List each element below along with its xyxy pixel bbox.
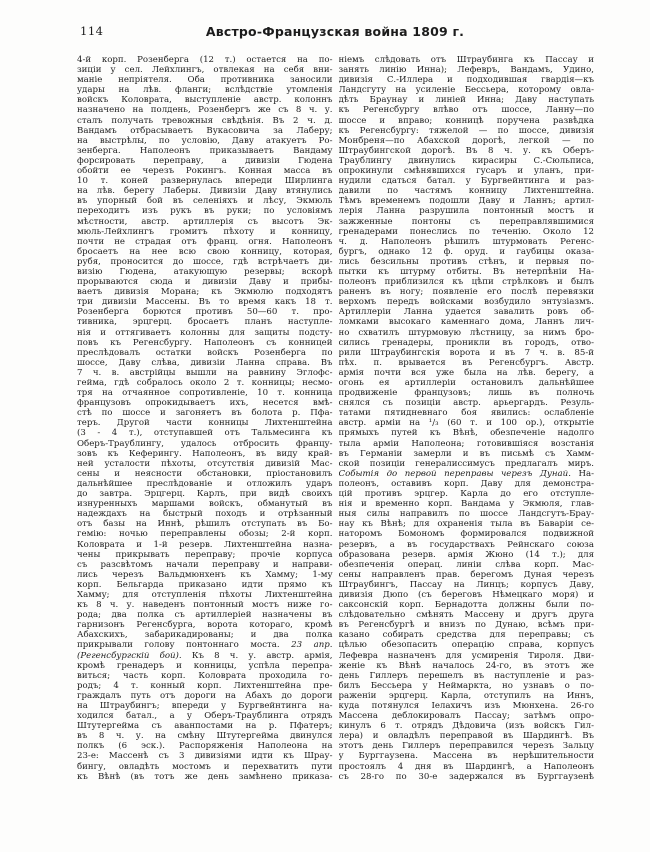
- text-line: дивизія Дюпо (съ береговъ Нѣмецкаго моря) и: [338, 589, 594, 600]
- text-line: тря на отчаянное сопротивленіе, 10 т. конница: [77, 388, 333, 399]
- text-line: верхомъ передъ войсками возбудило энтузіазмъ.: [338, 297, 594, 308]
- text-line: зовъ къ Кеферингу. Наполеонъ, въ виду край-: [77, 448, 333, 459]
- text-line: съ разсвѣтомъ начали переправу и направи-: [77, 559, 333, 570]
- text-line: ломками высокаго каменнаго дома, Ланнъ лич-: [338, 317, 594, 328]
- text-line: билъ Бессьера у Неймаркта, но узнавъ о по-: [338, 680, 594, 691]
- text-line: (Регенсбургскій бой). Къ 8 ч. у. австр. армія,: [77, 650, 333, 661]
- text-line: бургъ, однако 12 ф. оруд. и гаубицы оказа-: [338, 246, 594, 257]
- text-line: полеонъ, оставивъ корп. Даву для демонстра-: [338, 478, 594, 489]
- text-line: австр. арміи на ¹/₃ (60 т. и 100 ор.), открытіе: [338, 418, 594, 429]
- text-line: этотъ день Гиллеръ переправился черезъ Зальцу: [338, 741, 594, 752]
- text-line: къ Регенсбургу влѣво отъ шоссе, Ланну—по: [338, 105, 594, 116]
- text-line: сталъ получать тревожныя свѣдѣнія. Въ 2 ч. д.: [77, 115, 333, 126]
- text-line: Штраубингъ, Пассау на Линцъ; корпусъ Даву,: [338, 579, 594, 590]
- text-line: обойти ее черезъ Рокингъ. Конная масса въ: [77, 166, 333, 177]
- text-line: рили Штраубингскія ворота и въ 7 ч. в. 85-й: [338, 347, 594, 358]
- text-line: рода; два полка съ артиллеріей назначены въ: [77, 610, 333, 621]
- text-line: форсировать переправу, а дивизіи Гюдена: [77, 155, 333, 166]
- text-line: ней усталости пѣхоты, отсутствія дивизій Мас-: [77, 458, 333, 469]
- text-line: дивизія С.-Иллера и подходившая гвардія—къ: [338, 75, 594, 86]
- page-number: 114: [80, 24, 104, 38]
- text-line: (3 - 4 т.), отступавшей отъ Тальмесинга къ: [77, 428, 333, 439]
- text-line: сены и неясности обстановки, пріостановилъ: [77, 468, 333, 479]
- text-line: зенберга. Наполеонъ приказываетъ Вандаму: [77, 145, 333, 156]
- text-line: огонь ея артиллеріи остановилъ дальнѣйшее: [338, 378, 594, 388]
- text-line: бингу, овладѣть мостомъ и перехватить пути: [77, 761, 333, 772]
- text-line: назначено на полдень, Розенбергъ же съ 8 ч. у.: [77, 105, 333, 116]
- text-line: мюль-Лейхлингъ громитъ пѣхоту и конницу,: [77, 226, 333, 237]
- text-line: нія и оттягиваетъ колонны для защиты подсту-: [77, 327, 333, 338]
- page-header-title: Австро-Французская война 1809 г.: [205, 24, 465, 39]
- text-line: граждалъ путь отъ дороги на Абахъ до дороги: [77, 690, 333, 701]
- text-line: Коловрата и 1-й резерв. Лихтенштейна назна-: [77, 539, 333, 550]
- text-line: прорываются сюда и дивизіи Даву и прибы-: [77, 277, 333, 288]
- text-line: цій противъ эрцгер. Карла до его отступле-: [338, 489, 594, 500]
- text-line: до завтра. Эрцгерц. Карлъ, при видѣ своихъ: [77, 489, 333, 500]
- text-line: слѣдовательно смѣнять Массену и другъ друга: [338, 610, 594, 621]
- text-line: шоссе, Даву слѣва, дивизіи Ланна справа. Въ: [77, 357, 333, 368]
- text-line: кромѣ гренадеръ и конницы, успѣла перепра-: [77, 660, 333, 671]
- text-line: тыла арміи Наполеона; готовившіяся возстанія: [338, 438, 594, 449]
- text-line: мѣстности, австр. артиллерія съ высотъ Эк-: [77, 216, 333, 227]
- text-column-right: [339, 55, 595, 782]
- text-line: въ Регенсбургѣ и внизъ по Дунаю, всѣмъ при-: [338, 620, 594, 631]
- text-line: сены направленъ прав. берегомъ Дуная черезъ: [338, 569, 594, 580]
- text-line: къ 8 ч. у. наведенъ понтонный мостъ ниже го-: [77, 600, 333, 611]
- text-line: изнуренныхъ маршами войскъ, обманутый въ: [77, 499, 333, 510]
- text-line: пѣх. п. врывается въ Регенсбургъ. Австр.: [338, 357, 594, 368]
- text-line: дальнѣйшее преслѣдованіе и отложилъ ударъ: [77, 478, 333, 489]
- text-line: на выстрѣлы, по условію, Даву атакуетъ Ро-: [77, 135, 333, 146]
- text-line: но схватилъ штурмовую лѣстницу, за нимъ бро-: [338, 327, 594, 338]
- text-line: лись черезъ Вальдмюнхенъ къ Хамму; 1-му: [77, 569, 333, 580]
- text-line: татами пятидневнаго боя явились: ослабленіе: [338, 408, 594, 419]
- text-line: преслѣдовалъ остатки войскъ Розенберга по: [77, 347, 333, 358]
- text-line: къ Регенсбургу: тяжелой — по шоссе, дивизія: [338, 125, 594, 136]
- text-line: прямыхъ путей къ Вѣнѣ, обезпеченіе надолго: [338, 428, 594, 439]
- text-line: нія и временно корп. Вандама у Экмюля, глав-: [338, 499, 594, 510]
- text-line: Штутергейма съ аванпостами на р. Пфатеръ;: [77, 721, 333, 732]
- text-line: переходитъ изъ рукъ въ руки; по условіямъ: [77, 206, 333, 217]
- text-line: полеонъ приблизился къ цѣпи стрѣлковъ и былъ: [338, 277, 594, 288]
- text-line: снялся съ позиціи австр. арьергардъ. Резуль-: [338, 398, 594, 409]
- text-line: чены прикрывать переправу; прочіе корпуса: [77, 549, 333, 560]
- text-line: 4-й корп. Розенберга (12 т.) остается на по-: [77, 55, 333, 65]
- text-line: резервъ, а въ государствахъ Рейнскаго союза: [338, 539, 594, 550]
- text-line: гемію: ночью переправлены обозы; 2-й корп.: [77, 529, 333, 540]
- text-columns: [77, 55, 594, 782]
- text-line: визію Гюдена, атакующую резервы; вскорѣ: [77, 266, 333, 277]
- text-line: Ландсгуту на усиленіе Бессьера, которому овла-: [338, 85, 594, 96]
- text-line: Лефевра назначенъ для усмиренія Тироля. Дви-: [338, 650, 594, 661]
- text-column-left: [77, 55, 333, 782]
- text-line: Оберъ-Траублингу, удалось отбросить францу-: [77, 438, 333, 449]
- text-line: ніемъ слѣдовать отъ Штраубинга къ Пассау и: [338, 55, 594, 65]
- text-line: Траублингу двинулись кирасиры С.-Сюльписа,: [338, 155, 594, 166]
- text-line: 23-е: Массенѣ съ 3 дивизіями идти къ Шрау-: [77, 751, 333, 762]
- text-line: цѣлью обезопасить операцію справа, корпусъ: [338, 640, 594, 651]
- text-line: у Бурггаузена. Массена въ нерѣшительности: [338, 751, 594, 762]
- text-line: ваетъ дивизія Морана; къ Экмюлю подходятъ: [77, 287, 333, 298]
- text-line: Розенберга борются противъ 50—60 т. про-: [77, 307, 333, 318]
- text-line: виться; часть корп. Коловрата проходила го-: [77, 670, 333, 681]
- text-line: обезпеченія операц. линіи слѣва корп. Мас-: [338, 559, 594, 570]
- text-line: сились гренадеры, проникли въ городъ, отво-: [338, 337, 594, 348]
- text-line: гренадерами понеслись по теченію. Около 12: [338, 226, 594, 237]
- text-line: казано собирать средства для переправы; съ: [338, 630, 594, 641]
- text-line: на Штраубингъ; впереди у Бургвейнтинга на-: [77, 701, 333, 711]
- text-line: армія почти вся уже была на лѣв. берегу, а: [338, 367, 594, 378]
- text-line: раженіи эрцгерц. Карла, отступилъ на Иннъ,: [338, 690, 594, 701]
- text-line: день Гиллеръ перешелъ въ наступленіе и раз-: [338, 670, 594, 681]
- text-line: лерія Ланна разрушила понтонный мостъ и: [338, 206, 594, 217]
- text-line: родъ; 4 т. конный корп. Лихтенштейна пре-: [77, 680, 333, 691]
- text-line: на лѣв. берегу Лаберы. Дивизіи Даву втянулись: [77, 186, 333, 197]
- text-line: три дивизіи Массены. Въ то время какъ 18 т.: [77, 297, 333, 308]
- text-line: бросаетъ на нее всю свою конницу, которая,: [77, 246, 333, 257]
- text-line: зиціи у сел. Лейхлингъ, отвлекая на себя вни-: [77, 65, 333, 76]
- text-line: французовъ опрокидываетъ ихъ, несется вмѣ-: [77, 398, 333, 409]
- text-line: нудили сдаться батал. у Бургвейнтинга и раз-: [338, 176, 594, 187]
- text-line: въ 8 ч. у. на смѣну Штутергейма двинулся: [77, 731, 333, 742]
- text-line: ныя силы направилъ по шоссе Ландсгутъ-Брау-: [338, 509, 594, 520]
- text-line: нау къ Вѣнѣ; для охраненія тыла въ Баваріи се-: [338, 519, 594, 530]
- text-line: 10 т. коней развернулась впереди Ширлинга: [77, 176, 333, 187]
- text-line: давили по частямъ конницу Лихтенштейна.: [338, 186, 594, 197]
- text-line: къ Вѣнѣ (въ тотъ же день замѣнено приказа-: [77, 771, 333, 782]
- text-line: почти не страдая отъ франц. огня. Наполеонъ: [77, 236, 333, 247]
- text-line: прикрывали голову понтоннаго моста. 23 апр.: [77, 640, 333, 651]
- text-line: рубя, проносится до шоссе, гдѣ встрѣчаетъ ди-: [77, 256, 333, 267]
- text-line: Событія до первой переправы черезъ Дунай. На-: [338, 468, 594, 479]
- text-line: раненъ въ ногу; появленіе его послѣ перевязки: [338, 287, 594, 298]
- text-line: маніе непріятеля. Оба противника заносили: [77, 75, 333, 86]
- text-line: корп. Бельгарда приказано идти прямо къ: [77, 579, 333, 590]
- text-line: теръ. Другой части конницы Лихтенштейна: [77, 418, 333, 429]
- text-line: простоялъ 4 дня въ Шардингѣ, а Наполеонъ: [338, 761, 594, 772]
- text-line: Массена деблокировалъ Пассау; затѣмъ опро-: [338, 711, 594, 722]
- text-line: войскъ Коловрата, выступленіе австр. колоннъ: [77, 95, 333, 106]
- text-line: 7 ч. в. австрійцы вышли на равнину Эглофс-: [77, 367, 333, 378]
- text-line: куда потянулся Іелахичъ изъ Мюнхена. 26-го: [338, 701, 594, 711]
- text-line: шоссе и вправо; конницѣ поручена развѣдка: [338, 115, 594, 126]
- text-line: тивника, эрцгерц. бросаетъ планъ наступле-: [77, 317, 333, 328]
- text-line: отъ базы на Иннѣ, рѣшилъ отступать въ Бо-: [77, 519, 333, 530]
- text-line: образована резерв. армія Жюно (14 т.); для: [338, 549, 594, 560]
- text-line: ской позиціи генералиссимусъ предлагалъ миръ.: [338, 458, 594, 469]
- text-line: ч. д. Наполеонъ рѣшилъ штурмовать Регенс-: [338, 236, 594, 247]
- text-line: Штраубингской дорогѣ. Въ 8 ч. у. къ Оберъ-: [338, 145, 594, 156]
- text-line: Вандамъ отбрасываетъ Вукасовича за Лаберу;: [77, 125, 333, 136]
- text-line: Хамму; для отступленія пѣхоты Лихтенштейна: [77, 589, 333, 600]
- text-line: съ 28-го по 30-е задержался въ Бурггаузенѣ: [338, 771, 594, 782]
- text-line: саксонскій корп. Бернадотта должны были по-: [338, 600, 594, 611]
- text-line: кинулъ 6 т. отрядъ Дѣдовича (изъ войскъ Гил-: [338, 721, 594, 732]
- text-line: занять линію Инна); Лефевръ, Вандамъ, Удино,: [338, 65, 594, 76]
- text-line: полкъ (6 эск.). Распоряженія Наполеона на: [77, 741, 333, 752]
- text-line: ходился батал., а у Оберъ-Траублинга отрядъ: [77, 711, 333, 722]
- text-line: удары на лѣв. фланги; вслѣдствіе утомленія: [77, 85, 333, 96]
- text-line: зажженные понтоны съ переправлявшимися: [338, 216, 594, 227]
- text-line: Тѣмъ временемъ подошли Даву и Ланнъ; артил-: [338, 196, 594, 207]
- text-line: гейма, гдѣ собралось около 2 т. конницы; несмо-: [77, 378, 333, 388]
- text-line: наторомъ Бомономъ формировался подвижной: [338, 529, 594, 540]
- text-line: дѣть Браунау и линіей Инна; Даву наступать: [338, 95, 594, 106]
- text-line: продвиженіе французовъ; лишь въ полночь: [338, 388, 594, 399]
- text-line: лера) и овладѣлъ переправой въ Шардингѣ. Въ: [338, 731, 594, 742]
- text-line: гарнизонъ Регенсбурга, ворота котораго, кромѣ: [77, 620, 333, 631]
- text-line: надеждахъ на быстрый походъ и отрѣзанный: [77, 509, 333, 520]
- text-line: лись безсильны противъ стѣнъ, и первыя по-: [338, 256, 594, 267]
- text-line: пытки къ штурму отбиты. Въ нетерпѣніи На-: [338, 266, 594, 277]
- text-line: женіе къ Вѣнѣ началось 24-го, въ этотъ же: [338, 660, 594, 671]
- text-line: стѣ по шоссе и загоняетъ въ болота р. Пфа-: [77, 408, 333, 419]
- text-line: Монбреня—по Абахской дорогѣ, легкой — по: [338, 135, 594, 146]
- text-line: Артиллеріи Ланна удается завалить ровъ об-: [338, 307, 594, 318]
- text-line: опрокинули смѣнявшихся гусаръ и уланъ, при-: [338, 166, 594, 177]
- text-line: Абахскихъ, забарикадированы; и два полка: [77, 630, 333, 641]
- text-line: въ упорный бой въ селеніяхъ и лѣсу, Экмюль: [77, 196, 333, 207]
- text-line: въ Германіи замерли и въ письмѣ съ Хамм-: [338, 448, 594, 459]
- text-line: повъ къ Регенсбургу. Наполеонъ съ конницей: [77, 337, 333, 348]
